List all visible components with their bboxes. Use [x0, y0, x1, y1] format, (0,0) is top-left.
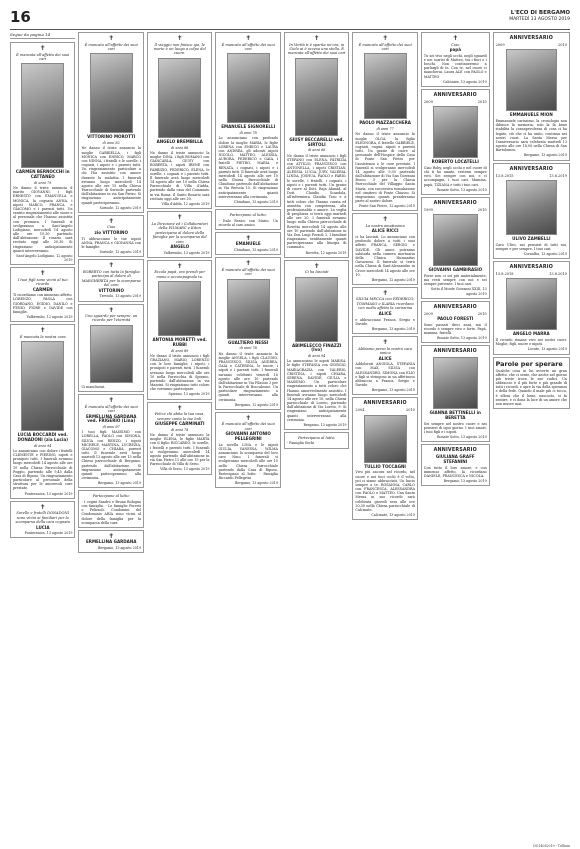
notice-signature: Bergamo, 13 agosto 2019 [234, 481, 278, 486]
notice-intro: Uno sguardo per sempre, un ricordo per l'eternità [85, 314, 138, 323]
notice-text: Ne danno il triste annuncio la moglie ANGELA, i figli CLAUDIO, FRANCESCO, SILVIA, ANDREA, GAIA e CATERINA, le nuore, i nipoti e i parenti tutti. I funerali saranno celebrati venerdì 16 agosto alle ore 10 partendo dall'abitazione in Via Filatoio 2 per la Parrocchiale di Boccaleone. Un particolare ringraziamento a quanti interverranno alla cerimonia. [218, 351, 278, 402]
page-number: 16 [10, 8, 31, 26]
notice-text: - I cugini Sandro e Bruna Bologna con famiglia. - Le famiglie Foresti e Pelizzoli. Condomini del Condominio ARIA sono vicini al dolore della famiglia per la scomparsa della cara [81, 499, 141, 525]
notice-text: e abbracciano Franca, Sergio e Davide. [355, 317, 415, 326]
anniversary-years [496, 174, 567, 178]
deceased-name: ABIMELECCO FINAZZI (Ivo) [291, 342, 342, 353]
anniversary-text: Forse non ci sei più materialmente, ma resti sempre con noi e sei sempre presente. I tuoi cari. [423, 273, 487, 287]
notice-text: Ne danno il triste annuncio il marito GIOVANNI, i figli ERNESTO con EMANUELA e MONICA, la cognata ANNA, i nipoti MARCO, FRANCA e GIACOMO e i parenti tutti. Un sentito ringraziamento alle suore e al personale che l'hanno assistita con premura. I funerali si svolgeranno a Sant'Angelo Lodigiano, mercoledì 14 agosto alle ore 10,30 partendo dall'abitazione. Il rosario sarà recitato oggi alle 20,30. Si ringraziano anticipatamente quanti interverranno. [13, 186, 73, 253]
notice-text: Ti ricordiamo con immenso affetto. LORENZO, PAOLA con GIORDANO, EGIDIO, DANILO e FENIO, FIORE e DAVIDE con famiglie. [13, 293, 73, 314]
deceased-name: EMANUELE SIGNORELLI [221, 124, 276, 130]
deceased-age: di anni 94 [34, 443, 52, 448]
anniversary-year-to: 2019 [477, 99, 487, 104]
deceased-name: ULIVO ZAMBELLI [512, 235, 551, 241]
obituary-columns [10, 32, 570, 844]
anniversary-title: ANNIVERSARIO [433, 448, 477, 454]
notice-text: Ne danno il triste annuncio i figli GRAZIANO, MARIO, LORENZO con le loro famiglie, i nipoti, i pronipoti e parenti tutti. I funerali avranno luogo mercoledì alle ore 10 nella Parrocchia di Spirano, partendo dall'abitazione in via Mazzini. Si ringraziano tutti coloro che vorranno partecipare. [149, 353, 210, 392]
continuation-note: Segue da pagina 14 [10, 32, 75, 39]
anniversary-signature: Bergamo, 13 agosto 2019 [443, 479, 487, 484]
portrait-photo [295, 277, 338, 342]
notice-intro: La Direzione ed i Collaboratori della FILMARC e Kiton partecipano al dolore della famiglia per la scomparsa del caro [151, 221, 208, 244]
anniversary-text: Sei sempre nel nostro cuore e nei pensieri di ogni giorno. I tuoi amori: i tuoi figli e i nipoti. [423, 421, 487, 435]
notice-text: - Italo Resico con Mario. Un ricordo al caro amico [218, 218, 278, 227]
anniversary-year-to: 2019 [477, 311, 487, 316]
deceased-name: GIANNA BETTINELLI in BERETTA [429, 410, 481, 421]
deceased-name: ALICE [378, 310, 392, 316]
portrait-photo [90, 325, 133, 383]
column-5 [284, 32, 349, 844]
notice-text: - Famiglia Sechi [286, 441, 315, 446]
deceased-name: zio VITTORINO [94, 229, 128, 235]
cross-icon: ✝ [245, 233, 251, 242]
cross-icon: ✝ [245, 34, 251, 42]
anniversary-signature: Bonate Sotto, 13 agosto 2019 [437, 336, 487, 341]
cross-icon: ✝ [176, 261, 183, 270]
portrait-photo [158, 281, 201, 336]
obituary-notice [284, 432, 349, 449]
deceased-age: di anni 88 [171, 145, 189, 150]
anniversary-text: Caro Ulivo, nei pensieri di tutti noi, sempre e per sempre. I tuoi cari. [495, 242, 567, 251]
notice-intro: È mancato all'affetto dei suoi cari [221, 422, 275, 431]
obituary-notice [352, 213, 417, 285]
deceased-name: GIULIANA GRAFF STEFANINI [435, 454, 475, 465]
cross-icon: ✝ [108, 261, 114, 270]
deceased-age: di anni 77 [376, 127, 394, 132]
issue-date: MARTEDÌ 13 AGOSTO 2019 [509, 17, 570, 23]
column-7 [421, 32, 490, 844]
deceased-age: di anni 78 [239, 131, 257, 136]
notice-text: Lo annunciano con profondo dolore la moglie MARIA, le figlie LORENA con ENRICO e LAURA con ANDREA, gli adorati nipoti NICOLÒ, MATTEO, ALESSIA, AURORA, FEDERICO e GAIA, i fratelli PIETRO, MARIA e RENATA, i cognati, i nipoti e i parenti tutti. Il funerale avrà luogo mercoledì 14 agosto alle ore 10 nella Chiesa Parrocchiale di Chiuduno partendo dall'abitazione in Via Brescia 15. Si ringraziano anticipatamente quanti interverranno alla cerimonia. [218, 136, 278, 199]
notice-signature: Spirano, 13 agosto 2019 [168, 392, 210, 397]
portrait-photo [506, 49, 557, 111]
portrait-photo [506, 180, 557, 235]
cross-icon: ✝ [313, 261, 320, 270]
portrait-photo [433, 357, 478, 409]
deceased-name: GUALTIERO NESSI [228, 339, 269, 345]
cross-icon: ✝ [176, 213, 183, 222]
notice-signature: Bergamo, 13 agosto 2019 [97, 481, 141, 486]
notice-text: Tu sei vivo negli occhi, negli sguardi e nei sorrisi di Matteo, tra i fiori e i boschi. Non continueremo a parlargli di te. Con te, nel cuore ci mancherai. Laura ALE con PAOLO e MATTEO [423, 53, 487, 79]
obituary-notice [352, 336, 417, 395]
deceased-name: ROBERTO LOCATELLI [431, 159, 479, 165]
anniversary-title: ANNIVERSARIO [433, 304, 477, 310]
obituary-notice [78, 304, 143, 393]
cross-icon: ✝ [108, 34, 114, 42]
anniversary-years [355, 408, 414, 412]
deceased-name: TULLIO TOCCAGNI [364, 463, 406, 469]
anniversary-notice [493, 32, 570, 161]
portrait-photo [90, 53, 133, 133]
anniversary-title: ANNIVERSARIO [433, 349, 477, 355]
anniversary-text: Con tutto il loro amore, e con immenso affetto, la ricordano DANIELE, FRANCESCA e NICOLA. [423, 465, 487, 479]
deceased-name: PAOLO MAZZACCHERA [359, 120, 411, 126]
deceased-name: GIOVANNI ANTONIO PELLEGRINI [225, 431, 271, 442]
notice-signature: Sant'Angelo Lodigiano, 12 agosto 2019 [16, 253, 73, 262]
notice-signature: Sorisole, 12 agosto 2019 [99, 205, 141, 210]
column-6 [352, 32, 417, 844]
anniversary-year-from: 13.8.2015 [495, 173, 514, 178]
portrait-photo [21, 63, 64, 168]
notice-intro: È mancato all'affetto dei suoi cari [221, 267, 275, 277]
anniversary-title: ANNIVERSARIO [509, 265, 553, 271]
notice-intro: Eccola papà, ora prendi per mano e accompagnala tu. [154, 270, 206, 279]
notice-signature: Ponte San Pietro, 12 agosto 2019 [359, 204, 415, 209]
anniversary-notice [421, 345, 490, 442]
deceased-name: VITTORINO MOROTTI [87, 134, 136, 140]
deceased-name: LUCIA BOCCARDI ved. DONADONI (zia Lucia) [17, 432, 69, 442]
notice-signature: Ponteranica, 13 agosto 2019 [24, 531, 73, 536]
masthead [509, 10, 570, 23]
notice-signature: Bergamo, 12 agosto 2019 [234, 402, 278, 407]
notice-intro: La nostra amatissima [365, 223, 405, 228]
obituary-notice [421, 32, 490, 87]
obituary-notice [78, 530, 143, 553]
cross-icon: ✝ [40, 44, 46, 52]
obituary-notice [147, 260, 212, 400]
obituary-notice [147, 32, 212, 209]
notice-intro: Ciao [107, 225, 116, 230]
anniversary-year-from: 1999 [423, 207, 433, 212]
cross-icon: ✝ [382, 338, 388, 347]
deceased-name: ANTONIA MORETTI ved. RUBBI [152, 337, 207, 347]
deceased-name: ANGELO MARRA [512, 331, 550, 337]
notice-intro: È mancata all'affetto dei suoi cari [16, 52, 70, 61]
anniversary-year-from: 2009 [495, 42, 505, 47]
anniversary-text: Il ricordo rimane vivo nei nostri cuori. Moglie, figli, nuore e nipoti. [495, 338, 567, 347]
column-4 [215, 32, 280, 844]
cross-icon: ✝ [40, 326, 46, 335]
deceased-name: ERMELLINA GARDANA [86, 539, 137, 545]
obituary-notice [10, 501, 75, 539]
anniversary-year-to: 13.8.2019 [549, 173, 567, 178]
column-8 [493, 32, 570, 844]
cross-icon: ✝ [382, 288, 388, 297]
obituary-notice [284, 32, 349, 258]
deceased-name: CARMEN BERNOCCHI in CATTANEO [15, 169, 70, 180]
anniversary-notice [421, 89, 490, 195]
hope-words-box [493, 357, 570, 410]
anniversary-years [496, 272, 567, 276]
obituary-notice [78, 215, 143, 257]
notice-signature: Ponteranica, 13 agosto 2019 [24, 491, 73, 496]
cross-icon: ✝ [176, 403, 183, 412]
deceased-name: ALICE RICCI [371, 228, 399, 234]
cross-icon: ✝ [452, 34, 459, 42]
anniversary-year-from: 13.8.2018 [495, 272, 514, 277]
anniversary-notice [421, 301, 490, 344]
deceased-age: di anni 82 [102, 141, 120, 146]
obituary-notice [78, 259, 143, 301]
cross-icon: ✝ [108, 531, 114, 540]
deceased-age: di anni 87 [102, 425, 120, 430]
anniversary-text: Emmanuele carissimo, la cronologia non diluisce la memoria, solo la fa bene stabilita la consapevolezza di cosa ci ha legato, ciò che ci ha unito, continua nei nostri cuori. La Santa Messa per l'anniversario sarà celebrata martedì 13 agosto alle ore 18,00 nella Chiesa di San Bartolomeo. [495, 119, 567, 153]
anniversary-years [496, 43, 567, 47]
notice-intro: Ciao [451, 42, 460, 47]
deceased-age: di anni 66 [308, 148, 326, 153]
notice-signature: Treviolo, 13 agosto 2019 [99, 294, 141, 299]
deceased-age: di anni 94 [308, 354, 326, 359]
obituary-notice [78, 394, 143, 488]
anniversary-notice [421, 197, 490, 299]
obituary-notice [215, 257, 280, 410]
notice-text: ci ha lasciati. Lo annunciano con profondo dolore a tutti i suoi affetti FRANCA, SERGIO e DAVIDE. Gli amici potranno salutarla nella camera mortuaria della Clinica Humanitas Gavazzeni. Il funerale si terrà nella Chiesa di Sant'Alessandro in Croce mercoledì 14 agosto alle ore 10. [355, 235, 415, 277]
anniversary-signature: Cornalba, 13 agosto 2019 [523, 251, 567, 256]
anniversary-signature: Bonate Sotto, 13 agosto 2019 [437, 187, 487, 192]
deceased-age: di anni 78 [239, 346, 257, 351]
obituary-notice [215, 32, 280, 207]
anniversary-title: ANNIVERSARIO [363, 401, 407, 407]
notice-signature: Rovetta, 12 agosto 2019 [305, 250, 347, 255]
portrait-photo [506, 278, 557, 330]
notice-signature: Sorisole, 13 agosto 2019 [99, 250, 141, 255]
notice-text: Lo annunciano con dolore i fratelli CLEMENTE e PIERINO, nipoti e pronipoti tutti. I funerali avranno luogo mercoledì 14 agosto alle ore 10 nella Chiesa Parrocchiale di Poggio, partendo alle 9,45 dalla Casa di Riposo. Un ringraziamento particolare al personale della struttura per le amorevoli cure prestate. [13, 448, 73, 491]
notice-signature: Villa di Serio, 13 agosto 2019 [160, 467, 210, 472]
obituary-notice [215, 209, 280, 230]
notice-intro: Partecipano al lutto: [229, 213, 267, 218]
obituary-notice [147, 211, 212, 258]
anniversary-year-to: 13.8.2019 [549, 272, 567, 277]
anniversary-years [424, 100, 487, 104]
anniversary-year-from: 2009 [423, 99, 433, 104]
deceased-name: GIUSEPPE CARMINATI [154, 421, 205, 427]
notice-intro: È mancato all'affetto dei suoi cari [221, 42, 275, 51]
notice-signature: Chiuduno, 13 agosto 2019 [233, 248, 278, 253]
anniversary-year-to: 2019 [558, 42, 567, 47]
notice-signature: Bergamo, 13 agosto 2019 [371, 326, 415, 331]
anniversary-year-to: 2019 [405, 408, 415, 413]
anniversary-notice [493, 261, 570, 355]
notice-intro: È mancata all'affetto dei suoi cari [84, 404, 138, 414]
obituary-notice [78, 32, 143, 213]
notice-text: I tuoi figli MASSIMO con LORELLA, PAOLO con SIMONA, SILVIA con RENZO, i nipoti MICHELE, MARTINA, LUCREZIA, GIACOMO e CHIARA, parenti tutti. Il funerale avrà luogo martedì 13 agosto alle ore 15 nella Chiesa parrocchiale di Bergamo, partendo dall'abitazione. Si ringraziano anticipatamente quanti parteciperanno alla cerimonia. [81, 430, 141, 481]
anniversary-year-from: 2009 [423, 311, 433, 316]
anniversary-title: ANNIVERSARIO [433, 200, 477, 206]
deceased-name: PAOLO FORESTI [437, 316, 474, 322]
anniversary-signature: Bergamo, 13 agosto 2019 [523, 153, 567, 158]
notice-text: Ci mancherai. [81, 384, 106, 389]
deceased-name: GIOVANNI GAMBIRASIO [428, 267, 483, 273]
obituary-notice [78, 490, 143, 528]
cross-icon: ✝ [108, 216, 114, 225]
notice-intro: Partecipano al lutto: [92, 494, 130, 499]
notice-intro: Ci ha lasciati [304, 270, 329, 275]
deceased-age: di anni 79 [34, 180, 52, 185]
notice-text: Lo annunciano le nipoti MARISA, le figlie STEFANIA con GIORGIO, MARIAGRAZIA con VALERIO, CRISTINA, i nipoti CHIARA, SERENA, DAVIDE, GIULIA e MASSIMO. Un particolare ringraziamento a tutti coloro che l'hanno amorevolmente assistito. I funerali avranno luogo mercoledì 14 agosto alle ore 10, nella Chiesa parrocchiale di Loreto, partendo dall'abitazione di Via Loreto, 9. Si ringraziano anticipatamente quanti interverranno alla cerimonia. [286, 359, 347, 422]
notice-intro: È mancato all'affetto dei suoi cari [84, 42, 138, 51]
notice-signature: Bergamo, 12 agosto 2019 [371, 277, 415, 282]
anniversary-years [424, 208, 487, 212]
portrait-photo [364, 415, 407, 463]
notice-text: La sorella LINA e le nipoti GIULIA, VANESSA, WILMA annunciano la scomparsa del loro caro Nino. I funerali si svolgeranno mercoledì alle ore 10 nella Chiesa Parrocchiale partendo dalla Casa di Riposo. Partecipano al lutto: - Famiglia Riccardo Pellegrini [218, 442, 278, 481]
anniversary-text: Vivo più ancora nel ricordo, nel cuore e nei tuoi occhi è il volto, poi ci siamo abbracciati. Un bacio sempre a te. ROSANNA, CARLO con FRANCESCA, ALESSANDRA con PAOLO e MATTEO. Una Santa Messa in suo ricordo sarà celebrata giovedì sera alle ore 20,30 nella Chiesa parrocchiale di Calcinate. [355, 470, 415, 512]
obituary-notice [147, 402, 212, 475]
notice-intro: Abbiamo perso la nostra cara amica [358, 346, 413, 356]
notice-intro: In Verità ti è sparita un'ora, in Cielo ai è accesa una stella. È mancata all'affetto dei suoi cari [287, 42, 346, 56]
hope-words-text: Qualche cosa in lui avverte un gran affetto, che ci sente, che anche nel giorno più triste trova le sue radici. Un abbraccio è il più forte e più grande di tutti i ricordi, e apre la via della speranza e della fede. Quando il male più ci tocca, è allora che il bene, nascosto, si fa sentire, e ci dona la luce di un amore che non muore mai. [495, 368, 567, 406]
obituary-notice [215, 232, 280, 255]
deceased-name: CARMEN [32, 286, 53, 292]
notice-intro: Sorelle e fratelli DONADONI sono vicini ai familiari per la scomparsa della cara cognata [15, 511, 70, 525]
notice-text: Ne danno il triste annuncio i figli STEFANO con ELENA, PATRIZIA con ATTILIO, FRANCESCO con ANTONELLA, i nipoti CRISTIAN, ALESSIA, LUCIA, JURY, VALERIA, LINDA, JOSHUA, PAOLO e FABIO, le sorelle, i fratelli, i cognati, i nipoti e i parenti tutti. Un grazie di cuore al Dott. Raja Ahmad, al Dott. Claudio Scandola, all'infermiera Claudia Teso e a tutti coloro che l'hanno curata ed assistita con competenza, alla professionalità e amore. La veglia di preghiera si terrà oggi martedì alle ore 20. I funerali avranno luogo nella Chiesa parrocchiale di Rovetta mercoledì 14 agosto alle ore 10 partendo dall'abitazione in Via Don Luigi Pezzoli 2. I familiari ringraziano sentitamente quanti parteciperanno alla liturgia di commiato. [286, 153, 347, 250]
obituary-notice [352, 32, 417, 211]
notice-text: Addolorati ANGIOLA, STEFANIA con MAX, SILVIA con ALESSANDRO, SIMONA con ELIO e figli si stringono in un affettuoso abbraccio a Franca, Sergio e Davide. [355, 362, 415, 388]
deceased-name: ERMELLINA GARDANA ved. FRIGERIO (Lina) [86, 413, 137, 424]
portrait-photo [21, 341, 64, 431]
obituary-notice [10, 324, 75, 498]
cross-icon: ✝ [108, 305, 114, 314]
notice-intro: ROBERTO con tutta la famiglia partecipa al dolore di MARGHERITA per la scomparsa del caro [81, 269, 141, 288]
notice-intro: È mancato all'affetto dei suoi cari [358, 42, 412, 51]
anniversary-signature: Locate, 13 agosto 2019 [527, 347, 567, 352]
notice-intro: Il viaggio non finisce qui, le morte è un luogo a colpo del cuore. [153, 42, 206, 56]
anniversary-title: ANNIVERSARIO [433, 92, 477, 98]
column-2 [78, 32, 143, 844]
cross-icon: ✝ [108, 396, 114, 405]
anniversary-notice [352, 397, 417, 520]
notice-intro: SILVIA MECCA con FEDERICO, TOMMASO e ILARIA ricordano con molto affetto la carissima [356, 297, 415, 311]
notice-intro: Partecipano al lutto: [298, 436, 336, 440]
anniversary-title: ANNIVERSARIO [509, 36, 553, 41]
deceased-name: GIUSY BECCARELLI ved. SIRTOLI [289, 136, 345, 147]
deceased-age: di anni 89 [171, 348, 189, 353]
anniversary-signature: Calcinate, 13 agosto 2019 [371, 513, 415, 518]
notice-intro: I tuoi figli sono vicini al tuo ricordo [17, 277, 68, 287]
notice-signature: Calcinate, 13 agosto 2019 [443, 79, 487, 84]
obituary-notice [284, 260, 349, 430]
obituary-notice [10, 42, 75, 265]
portrait-photo [227, 279, 270, 339]
cross-icon: ✝ [313, 34, 320, 42]
column-1 [10, 32, 75, 844]
notice-text: Ne danno il triste annuncio la moglie GABRIELLA, i figli MONICA con ENRICO, MARCO con NINNA, i fratelli e le sorelle, i cognati, i nipoti e i parenti tutti. Un ringraziamento particolare a chi l'ha assistito con amore durante la malattia. I funerali avranno luogo mercoledì 14 agosto alle ore 15 nella Chiesa Parrocchiale di Sorisole partendo dall'abitazione in via San Pietro. Si ringraziano anticipatamente quanti parteciperanno. [81, 146, 141, 205]
notice-signature: Chiuduno, 13 agosto 2019 [233, 200, 278, 204]
cross-icon: ✝ [245, 413, 251, 422]
portrait-photo [433, 106, 478, 158]
notice-text: Ne danno il triste annuncio la moglie ELENA, le figlie MARTA con il figlio RICCARDO, le sorelle, i fratelli e parenti tutti. I funerali si svolgeranno mercoledì 14 agosto partendo dall'abitazione in via San Pietro 11 alle ore 15 per la Parrocchiale di Villa di Serio. [149, 433, 210, 467]
anniversary-text: Sono passati dieci anni, ma il ricordo è sempre vivo e forte. Papà, mamma, fratelli. [423, 322, 487, 336]
anniversary-signature: Bonate Sotto, 13 agosto 2019 [437, 435, 487, 440]
cross-icon: ✝ [382, 215, 388, 224]
anniversary-year-to: 2019 [477, 207, 487, 212]
cross-icon: ✝ [40, 502, 46, 511]
notice-signature: Bergamo, 13 agosto 2019 [371, 388, 415, 393]
anniversary-year-from: 2004 [355, 408, 365, 413]
deceased-name: ANGELO [170, 244, 190, 249]
portrait-photo [295, 58, 338, 136]
cross-icon: ✝ [382, 34, 388, 42]
newspaper-name: L'ECO DI BERGAMO [510, 10, 570, 16]
notice-signature: Valbrembo, 13 agosto 2019 [163, 250, 210, 255]
portrait-photo [227, 53, 270, 123]
deceased-name: papà [449, 46, 461, 52]
deceased-name: EMANUELE [235, 241, 261, 247]
cross-icon: ✝ [176, 34, 183, 42]
anniversary-title: ANNIVERSARIO [509, 166, 553, 172]
notice-signature: Bergamo, 13 agosto 2019 [97, 546, 141, 551]
notice-signature: Bergamo, 13 agosto 2019 [303, 422, 347, 427]
anniversary-signature: Sotto il Monte Giovanni XXIII, 13 agosto 2019 [431, 287, 487, 296]
anniversary-notice [493, 163, 570, 260]
cross-icon: ✝ [245, 259, 251, 268]
anniversary-notice [421, 444, 490, 486]
deceased-name: LUCIA [36, 524, 50, 530]
portrait-photo [433, 214, 478, 266]
obituary-notice [10, 267, 75, 322]
deceased-name: EMMANUELE MION [509, 112, 553, 118]
hope-words-title: Parole per sperare [495, 359, 563, 368]
deceased-name: VITTORINO [98, 287, 124, 293]
deceased-age: di anni 78 [171, 427, 189, 432]
portrait-photo [364, 53, 407, 119]
notice-signature: Villa d'Adda, 12 agosto 2019 [161, 201, 210, 206]
notice-intro: È mancata la nostra cara [19, 334, 66, 339]
notice-signature: Valbrembo, 12 agosto 2019 [26, 315, 73, 320]
deceased-name: ALICE [378, 355, 392, 361]
notice-text: Ne danno il triste annuncio la moglie DINA, i figli ROMANO con GIANCARLA, GIUSY con ROBERTA, i nipoti IRENE con FABRIZIO, FEDERICO, ELENA, le sorelle, i cognati e i parenti tutti. Il funerale avrà luogo mercoledì 14 agosto alle ore 10 nella Chiesa Parrocchiale di Villa d'Adda, partendo dalla casa del Commiato in via Roma. Il Santo Rosario sarà recitato oggi alle ore 20. [149, 150, 210, 201]
page-header [10, 8, 570, 30]
obituary-notice [352, 287, 417, 334]
anniversary-text: Ciao Roby, negli occhi e nel cuore di chi ti ha amato, resterai sempre vivo. Sei sempre con noi, e ci accompagni, i tuoi cari. Mamma, papà, TIZIANA e tutti i tuoi cari. [423, 165, 487, 187]
notice-intro: Felice chi abita la tua casa, sempre canta le tue lodi. [154, 412, 205, 421]
deceased-name: ANGELO BREMBILLA [156, 138, 203, 144]
portrait-photo [158, 58, 201, 138]
notice-text: Ti abbracciano le tue nipoti ANNA, FRANCA e GIOVANNA con le famiglie. [81, 236, 141, 249]
cross-icon: ✝ [40, 269, 46, 278]
notice-text: Ne danno il triste annuncio la moglie OLGA, la figlia ELEONORA, il fratello GABRIELE, cognati, cugini, nipoti e parenti tutti. Un grazie di cuore al personale dell'Hospice della Casa di Ponte San Pietro per l'assistenza e le cure prestate. I funerali si svolgeranno mercoledì 14 agosto alle 9,30 partendo dall'abitazione di Via San Giovanni Bosco, 5 per la Chiesa Parrocchiale del Villaggio Santa Maria, con successiva tumulazione nel cimitero di Ponte Chiasso. Si ringraziano quanti prenderanno parte al nostro dolore. [355, 132, 415, 204]
column-3 [147, 32, 212, 844]
credit-line: DO14082019 - Tullium [533, 844, 570, 848]
obituary-notice [215, 412, 280, 489]
